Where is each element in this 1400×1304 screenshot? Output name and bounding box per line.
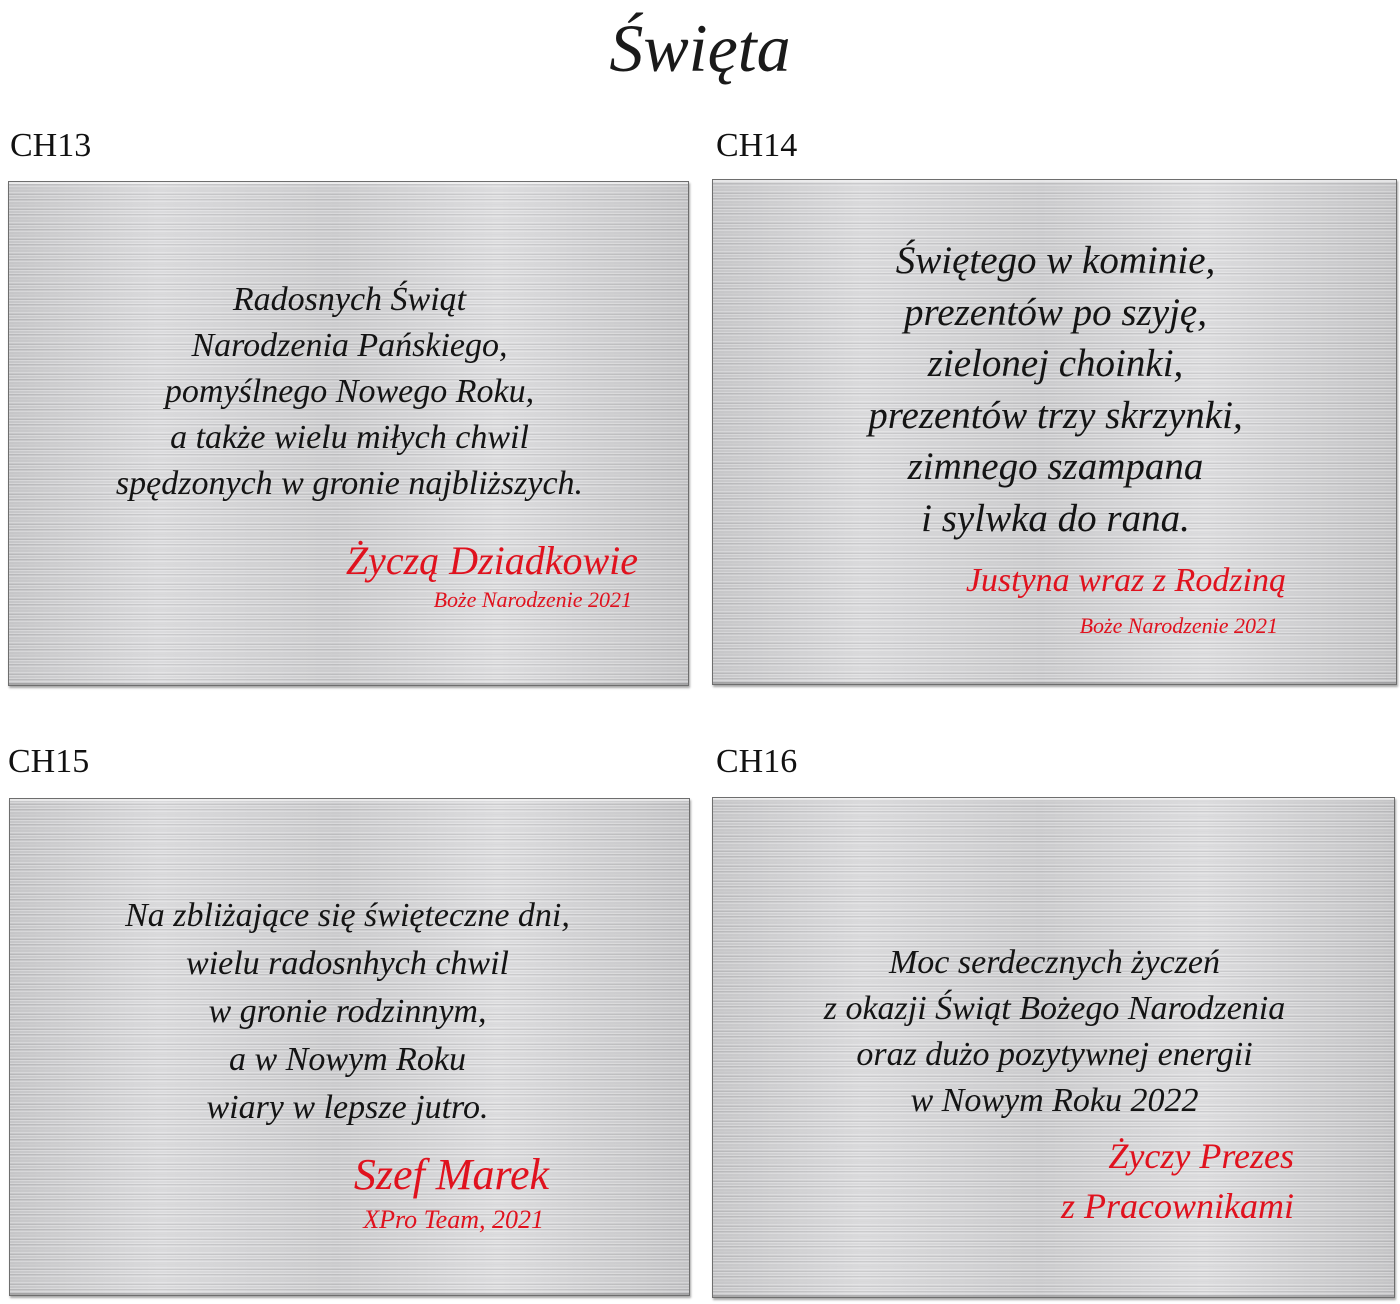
plate-code-ch13: CH13 — [10, 127, 92, 164]
message-line: z okazji Świąt Bożego Narodzenia — [823, 990, 1286, 1027]
plate-code-ch14: CH14 — [716, 127, 798, 164]
message-line: a także wielu miłych chwil — [170, 419, 529, 456]
message-line: w Nowym Roku 2022 — [910, 1082, 1199, 1119]
engraved-plate-ch16 — [712, 797, 1395, 1298]
plate-signature — [1061, 1131, 1294, 1231]
plate-signature: Justyna wraz z Rodziną — [965, 562, 1286, 599]
page-title: Święta — [609, 10, 791, 86]
plate-code-ch16: CH16 — [716, 743, 798, 780]
plate-message — [0, 892, 705, 1132]
message-line: w gronie rodzinnym, — [208, 993, 487, 1030]
message-line: pomyślnego Nowego Roku, — [164, 373, 535, 410]
message-line: Świętego w kominie, — [895, 239, 1216, 282]
message-line: wiary w lepsze jutro. — [206, 1089, 489, 1126]
message-line: Na zbliżające się święteczne dni, — [125, 897, 570, 934]
message-line: spędzonych w gronie najbliższych. — [115, 465, 584, 502]
message-line: zielonej choinki, — [927, 342, 1184, 385]
engraved-plate-ch15 — [9, 798, 690, 1296]
engraved-plate-ch14 — [712, 179, 1397, 685]
plate-signature: Życzą Dziadkowie — [345, 538, 638, 583]
message-line: a w Nowym Roku — [228, 1041, 467, 1078]
message-line: oraz dużo pozytywnej energii — [856, 1036, 1253, 1073]
plate-subline: Boże Narodzenie 2021 — [1079, 613, 1278, 638]
plate-subline: Boże Narodzenie 2021 — [433, 587, 632, 612]
message-line: wielu radosnhych chwil — [186, 945, 509, 982]
plate-subline: XPro Team, 2021 — [363, 1205, 544, 1234]
signature-line: Życzy Prezes — [1108, 1136, 1294, 1176]
message-line: Narodzenia Pańskiego, — [191, 327, 508, 364]
signature-line: z Pracownikami — [1061, 1186, 1294, 1226]
message-line: prezentów po szyję, — [904, 290, 1207, 334]
plate-signature: Szef Marek — [353, 1150, 549, 1199]
message-line: i sylwka do rana. — [921, 496, 1190, 540]
message-line: Radosnych Świąt — [232, 281, 467, 318]
engraved-plate-ch13 — [8, 181, 689, 686]
message-line: zimnego szampana — [907, 445, 1204, 488]
plate-code-ch15: CH15 — [8, 743, 90, 780]
plate-message — [707, 940, 1400, 1124]
message-line: prezentów trzy skrzynki, — [868, 393, 1243, 437]
plate-message — [9, 277, 690, 507]
message-line: Moc serdecznych życzeń — [888, 944, 1221, 981]
plate-message — [713, 235, 1398, 544]
